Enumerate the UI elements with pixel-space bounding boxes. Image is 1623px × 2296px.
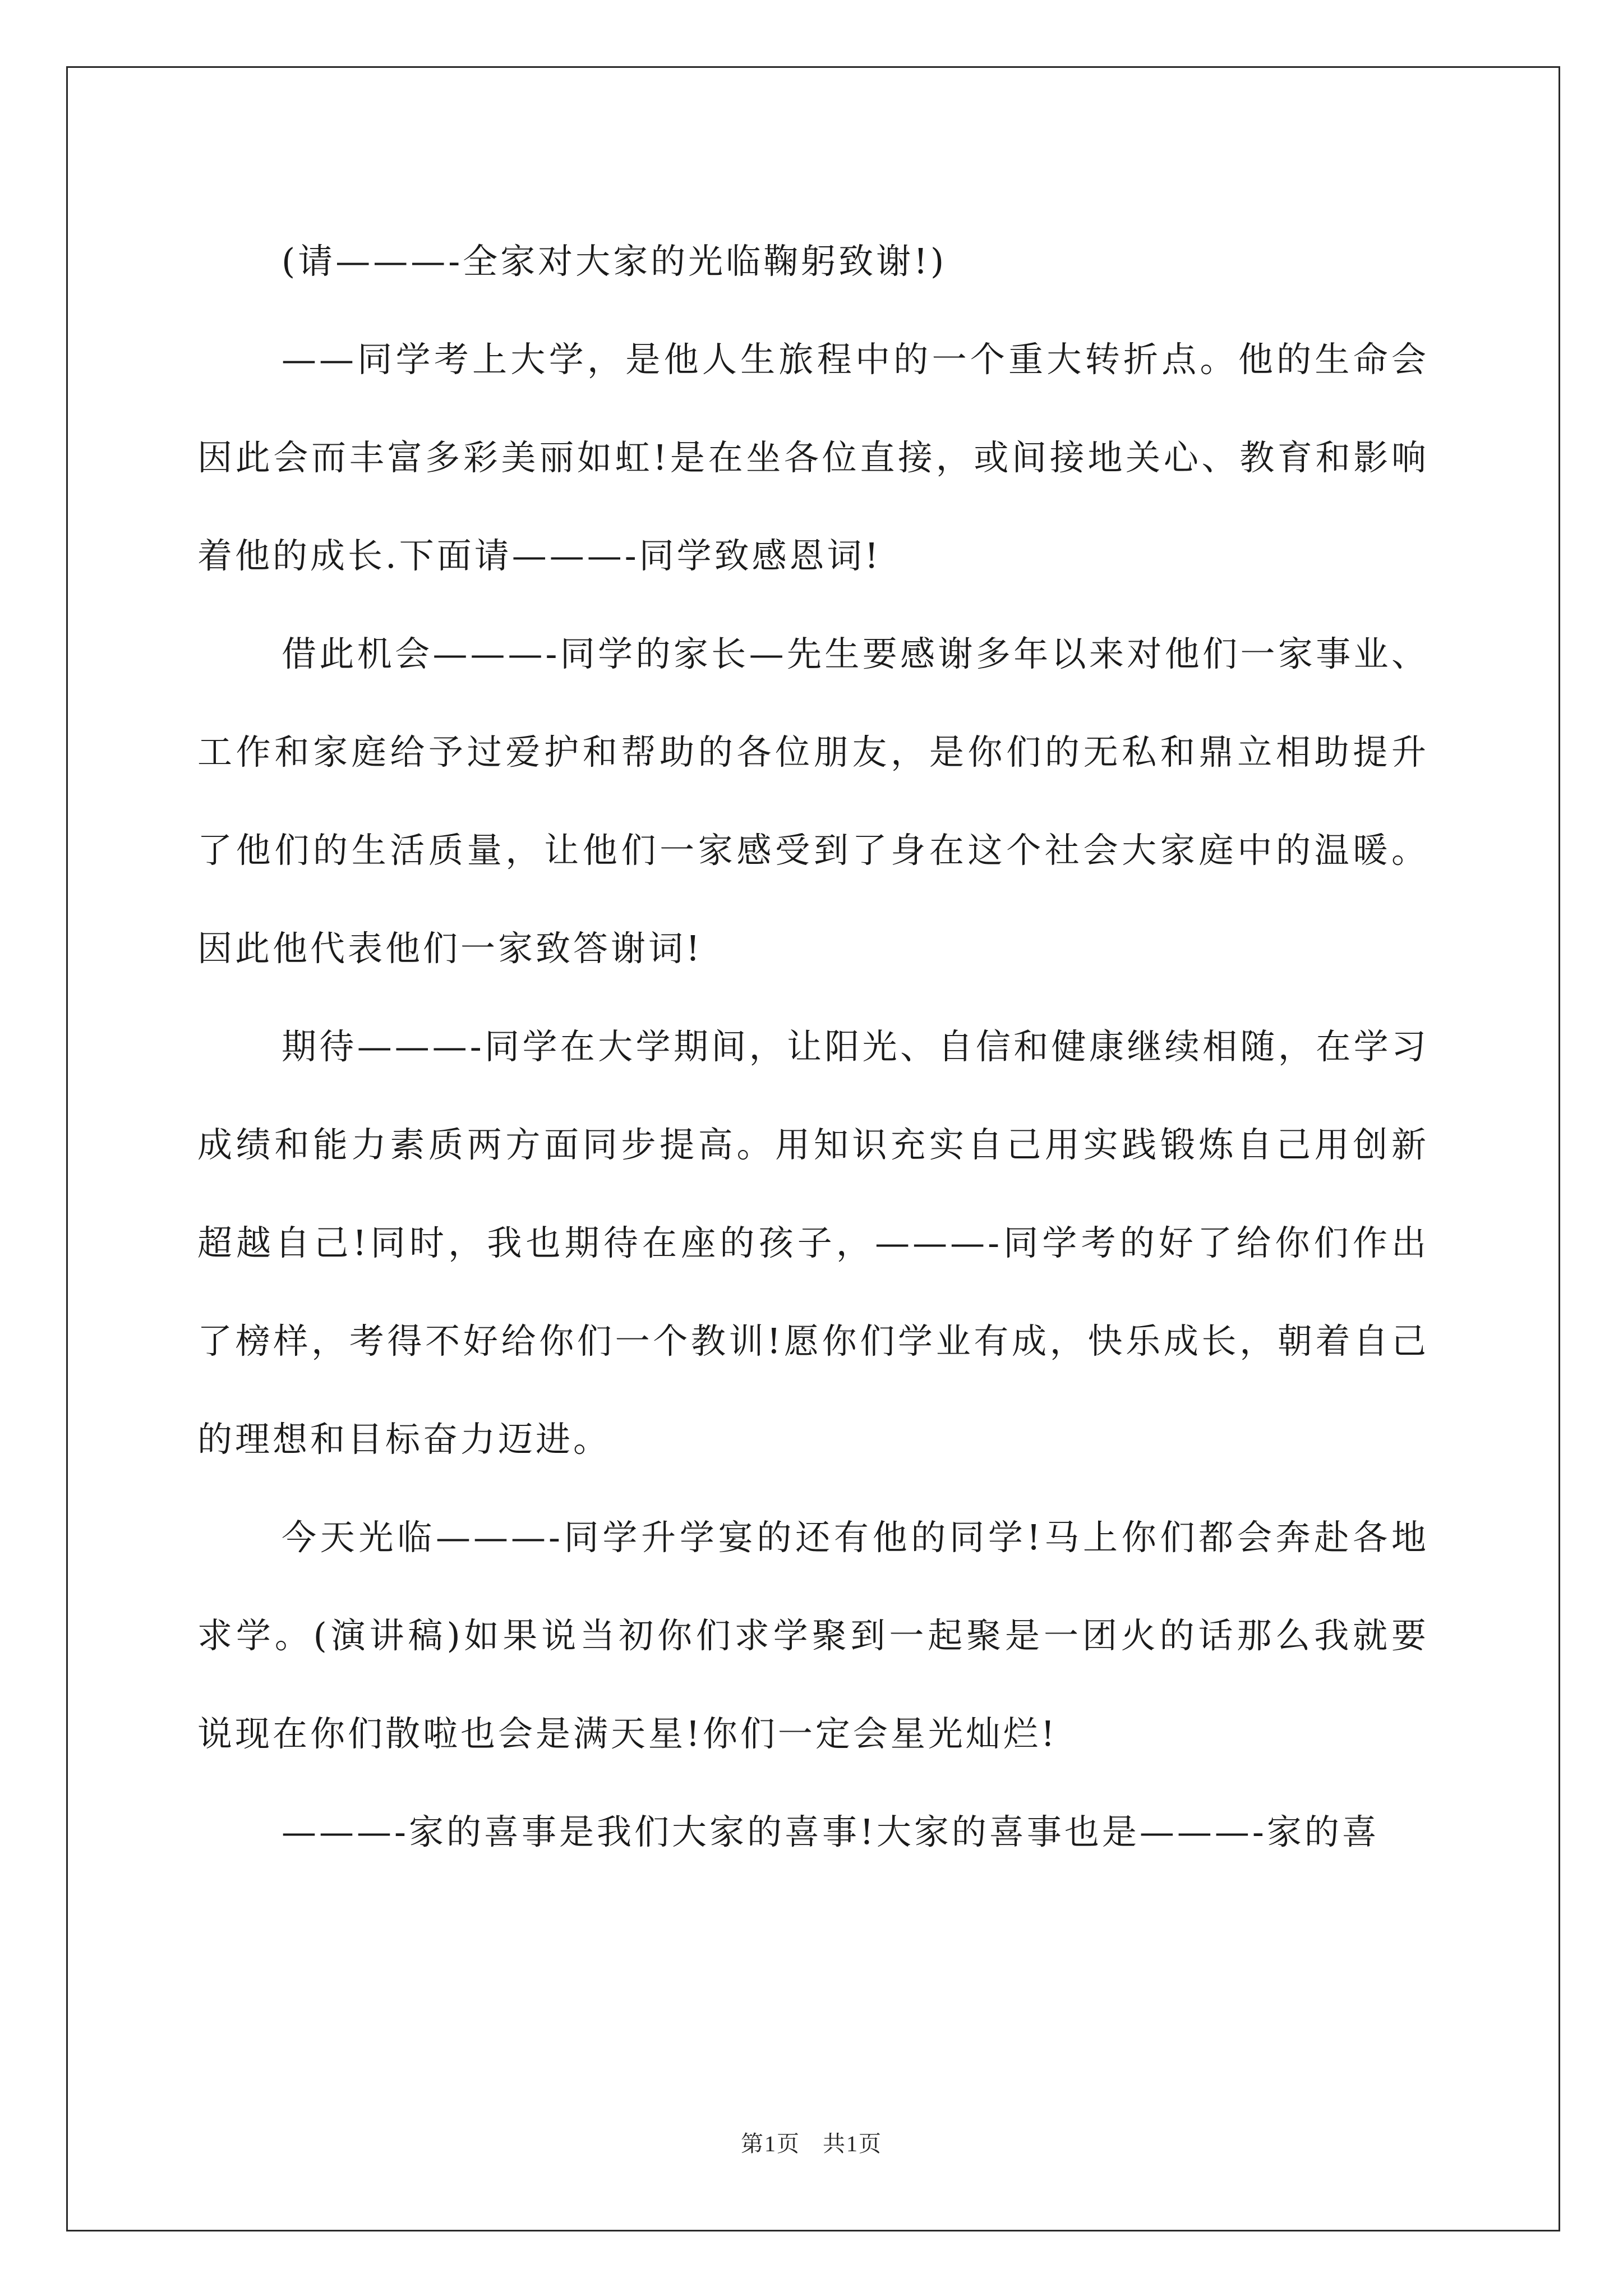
paragraph: ———-家的喜事是我们大家的喜事!大家的喜事也是———-家的喜	[282, 1811, 1380, 1852]
page-number: 第1页	[741, 2131, 800, 2156]
paragraph: ——同学考上大学，是他人生旅程中的一个重大转折点。他的生命会因此会而丰富多彩美丽如虹!是在坐各位直接，或间接地关心、教育和影响着他的成长.下面请———-同学致感恩词!	[197, 339, 1429, 576]
paragraph: 期待———-同学在大学期间，让阳光、自信和健康继续相随，在学习成绩和能力素质两方面同步提高。用知识充实自己用实践锻炼自己用创新超越自己!同时，我也期待在座的孩子，———-同学考的好了给你们作出了榜样，考得不好给你们一个教训!愿你们学业有成，快乐成长，朝着自己的理想和目标奋力迈进。	[197, 1026, 1429, 1460]
paragraph: 借此机会———-同学的家长—先生要感谢多年以来对他们一家事业、工作和家庭给予过爱护和帮助的各位朋友，是你们的无私和鼎立相助提升了他们的生活质量，让他们一家感受到了身在这个社会大家庭中的温暖。因此他代表他们一家致答谢词!	[197, 633, 1429, 969]
paragraph: 今天光临———-同学升学宴的还有他的同学!马上你们都会奔赴各地求学。(演讲稿)如果说当初你们求学聚到一起聚是一团火的话那么我就要说现在你们散啦也会是满天星!你们一定会星光灿烂!	[197, 1517, 1429, 1754]
document-body	[197, 212, 1429, 1881]
page-footer	[0, 2126, 1623, 2158]
paragraph: (请———-全家对大家的光临鞠躬致谢!)	[282, 241, 947, 282]
page-total: 共1页	[823, 2131, 882, 2156]
